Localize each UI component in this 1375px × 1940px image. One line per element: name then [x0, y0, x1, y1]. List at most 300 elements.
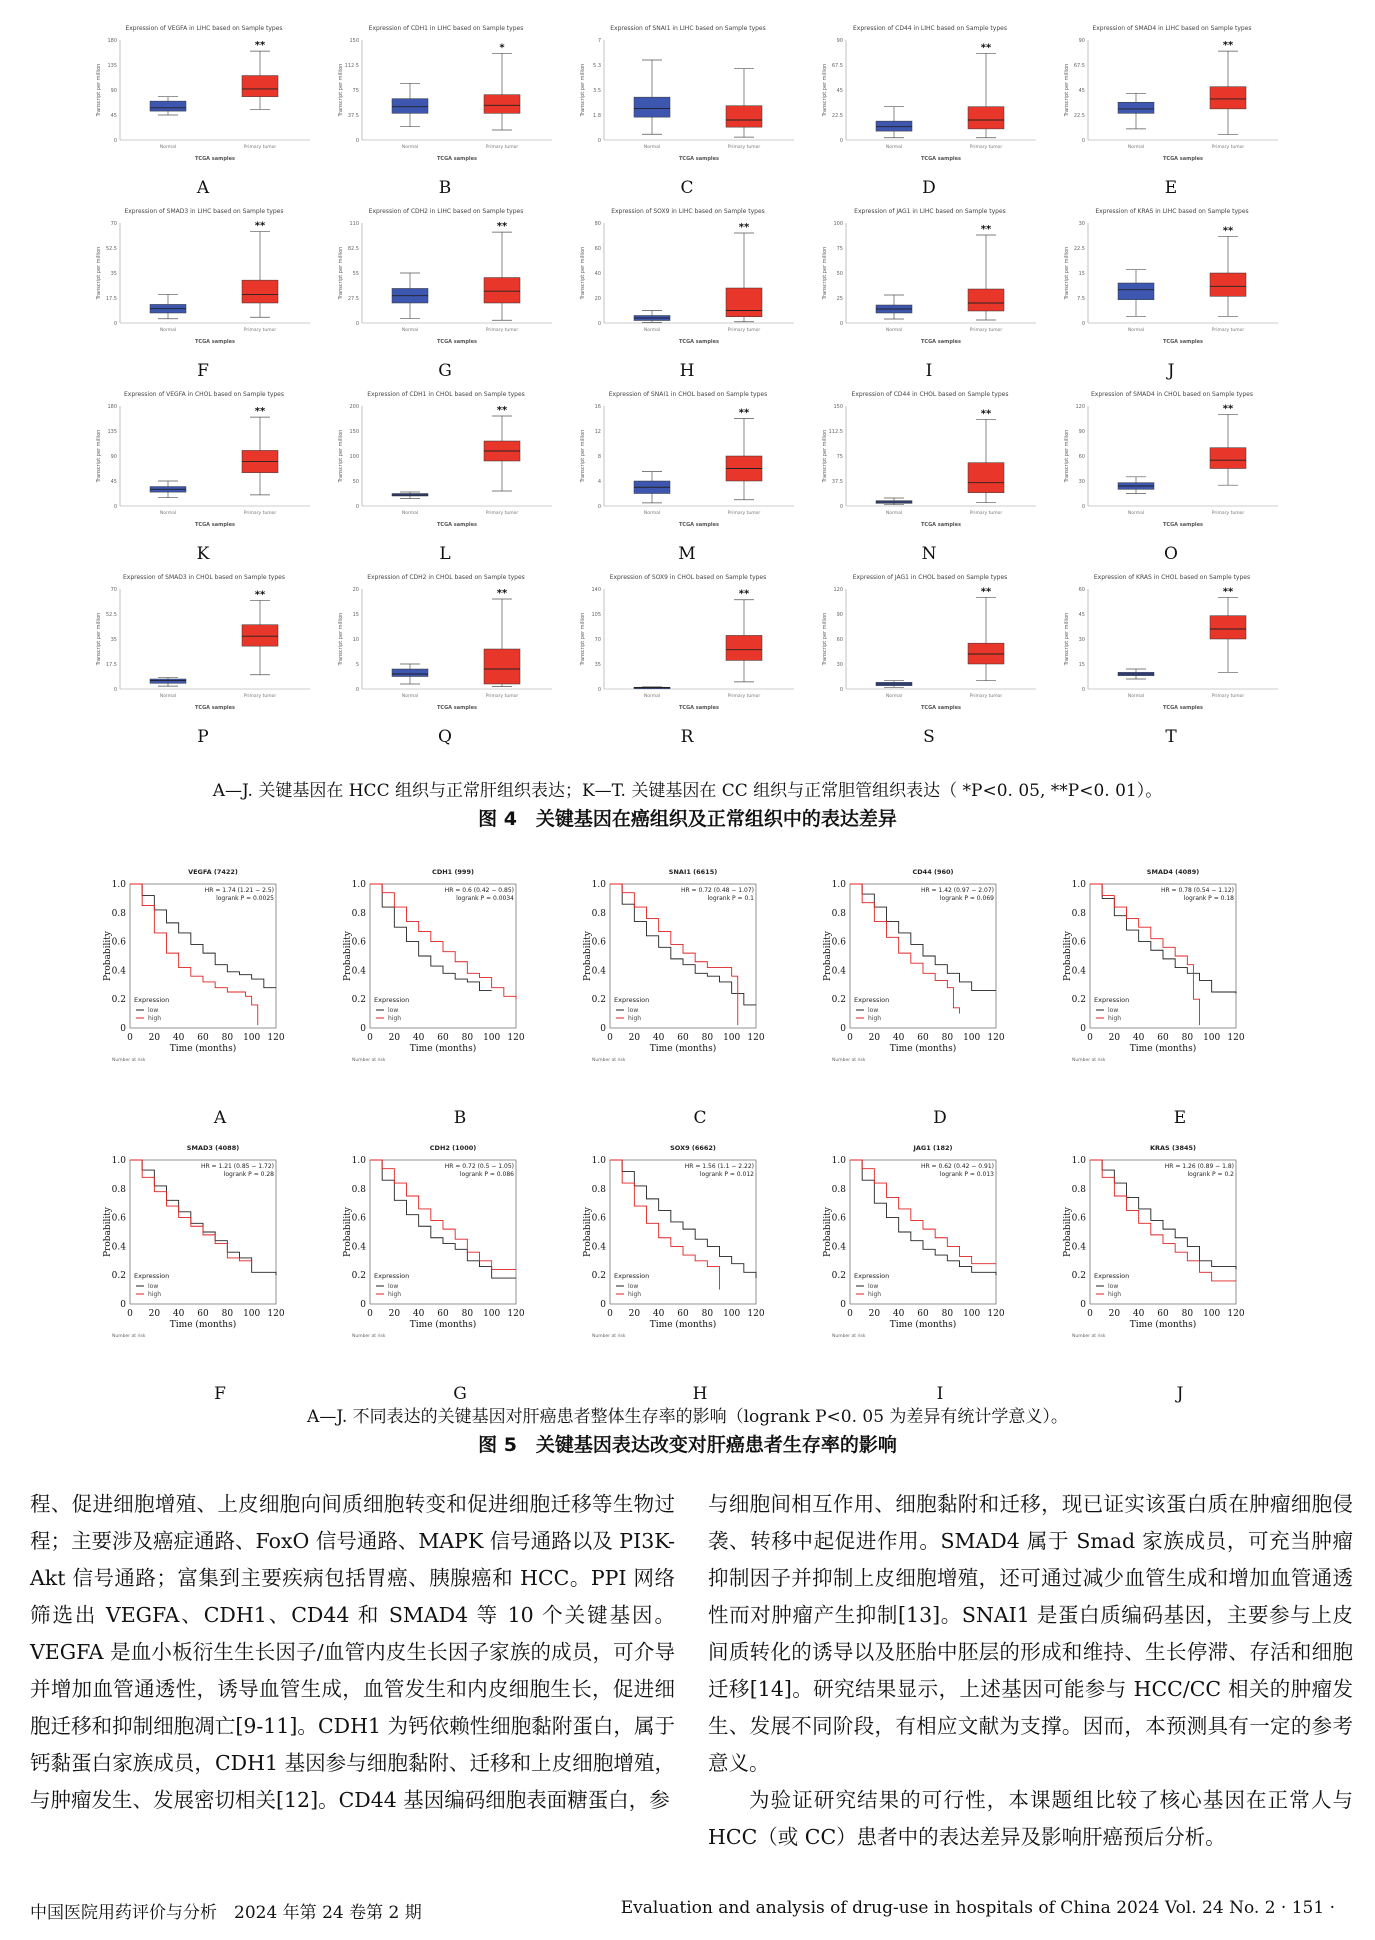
x-axis-label: TCGA samples	[436, 522, 478, 528]
y-axis-label: Transcript per million	[580, 429, 586, 483]
x-axis-label: TCGA samples	[920, 339, 962, 345]
body-paragraph-right-2: 为验证研究结果的可行性，本课题组比较了核心基因在正常人与 HCC（或 CC）患者中的表达差异及影响肝癌预后分析。	[708, 1788, 1353, 1849]
km-y-axis-label: Probability	[823, 1206, 833, 1258]
km-at-risk-label: Number at risk	[592, 1334, 626, 1339]
y-tick-label: 0	[597, 138, 601, 144]
km-y-tick: 0.8	[351, 1184, 366, 1195]
figure-4-caption: 图 4 关键基因在癌组织及正常组织中的表达差异	[478, 808, 897, 830]
km-y-tick: 0.4	[1071, 966, 1086, 977]
normal-label: Normal	[1127, 694, 1145, 699]
km-legend-low: low	[868, 1283, 879, 1290]
km-y-tick: 0.6	[111, 1213, 126, 1224]
tumor-label: Primary tumor	[1211, 511, 1245, 516]
y-tick-label: 7.5	[1077, 296, 1085, 302]
boxplot-title: Expression of SMAD4 in CHOL based on Sample types	[1091, 391, 1253, 398]
x-axis-label: TCGA samples	[1162, 156, 1204, 162]
boxplot-title: Expression of KRAS in CHOL based on Sample types	[1093, 574, 1251, 581]
km-x-tick: 40	[172, 1033, 185, 1043]
y-tick-label: 17.5	[105, 662, 117, 668]
km-hazard-ratio: HR = 0.62 (0.42 − 0.91)	[920, 1163, 994, 1170]
y-tick-label: 55	[352, 271, 359, 277]
panel-letter: S	[923, 727, 935, 747]
km-x-axis-label: Time (months)	[889, 1044, 957, 1054]
significance-mark: **	[496, 405, 508, 416]
km-x-tick: 100	[963, 1309, 981, 1319]
y-tick-label: 37.5	[347, 113, 359, 119]
x-axis-label: TCGA samples	[194, 339, 236, 345]
tumor-box	[1210, 87, 1246, 109]
km-legend-high: high	[628, 1015, 642, 1022]
panel-letter: I	[936, 1384, 944, 1404]
km-x-tick: 0	[607, 1033, 613, 1043]
x-axis-label: TCGA samples	[194, 522, 236, 528]
panel-letter: O	[1164, 544, 1178, 564]
y-tick-label: 90	[110, 88, 117, 94]
x-axis-label: TCGA samples	[194, 705, 236, 711]
normal-label: Normal	[159, 328, 177, 333]
boxplot-panel-a	[82, 18, 324, 201]
significance-mark: **	[254, 40, 266, 52]
boxplot-panel-b	[324, 18, 566, 201]
km-svg	[100, 1136, 336, 1384]
body-right-column	[708, 1486, 1353, 1856]
km-y-tick: 0.4	[111, 1242, 126, 1253]
km-legend-high: high	[868, 1291, 882, 1298]
km-y-axis-label: Probability	[343, 1206, 353, 1258]
km-x-tick: 60	[437, 1033, 449, 1043]
y-axis-label: Transcript per million	[580, 612, 586, 666]
boxplot-svg	[90, 18, 318, 176]
y-tick-label: 0	[1081, 138, 1085, 144]
km-panel-j	[1060, 1136, 1300, 1412]
km-y-tick: 0.8	[1071, 1184, 1086, 1195]
normal-box	[1118, 102, 1154, 113]
y-tick-label: 112.5	[344, 63, 359, 69]
km-x-tick: 60	[1157, 1033, 1169, 1043]
km-legend-title: Expression	[374, 1272, 410, 1280]
km-logrank-p: logrank P = 0.0025	[216, 895, 274, 902]
km-y-axis-label: Probability	[583, 930, 593, 982]
km-legend-title: Expression	[134, 996, 170, 1004]
km-y-tick: 0.2	[1071, 995, 1086, 1006]
boxplot-title: Expression of VEGFA in LIHC based on Sample types	[125, 25, 283, 32]
y-tick-label: 52.5	[105, 246, 117, 252]
panel-letter: F	[197, 361, 209, 381]
boxplot-title: Expression of CD44 in LIHC based on Sample types	[853, 25, 1007, 32]
x-axis-label: TCGA samples	[678, 705, 720, 711]
km-x-tick: 80	[461, 1033, 474, 1043]
tumor-label: Primary tumor	[243, 328, 277, 333]
panel-letter: N	[921, 544, 937, 564]
tumor-label: Primary tumor	[727, 328, 761, 333]
panel-letter: P	[197, 727, 209, 747]
boxplot-panel-q	[324, 567, 566, 750]
panel-letter: B	[438, 178, 452, 198]
km-y-tick: 0.8	[591, 908, 606, 919]
km-y-tick: 0.2	[831, 1271, 846, 1282]
km-at-risk-label: Number at risk	[832, 1334, 866, 1339]
boxplot-panel-p	[82, 567, 324, 750]
y-tick-label: 35	[594, 662, 601, 668]
km-at-risk-label: Number at risk	[1072, 1334, 1106, 1339]
boxplot-svg	[816, 567, 1044, 725]
km-x-tick: 40	[1132, 1309, 1145, 1319]
boxplot-title: Expression of SMAD4 in LIHC based on Sample types	[1092, 25, 1252, 32]
km-x-axis-label: Time (months)	[409, 1320, 477, 1330]
km-panel-b	[340, 860, 580, 1136]
km-y-tick: 1.0	[351, 1156, 366, 1166]
tumor-box	[484, 95, 520, 114]
y-tick-label: 45	[836, 88, 843, 94]
x-axis-label: TCGA samples	[436, 705, 478, 711]
km-at-risk-label: Number at risk	[832, 1058, 866, 1063]
km-x-tick: 60	[917, 1309, 929, 1319]
y-tick-label: 0	[113, 138, 117, 144]
km-x-tick: 60	[197, 1033, 209, 1043]
tumor-label: Primary tumor	[969, 694, 1003, 699]
y-tick-label: 0	[355, 321, 359, 327]
km-y-tick: 0.2	[831, 995, 846, 1006]
y-tick-label: 0	[355, 138, 359, 144]
footer-journal-en: Evaluation and analysis of drug-use in hospitals of China 2024 Vol. 24 No. 2 · 151 ·	[620, 1898, 1335, 1918]
km-x-axis-label: Time (months)	[889, 1320, 957, 1330]
km-y-axis-label: Probability	[823, 930, 833, 982]
y-tick-label: 50	[836, 271, 843, 277]
boxplot-panel-s	[808, 567, 1050, 750]
y-tick-label: 0	[597, 321, 601, 327]
km-y-tick: 0.8	[1071, 908, 1086, 919]
boxplot-title: Expression of SNAI1 in CHOL based on Sample types	[608, 391, 768, 398]
km-x-tick: 100	[1203, 1309, 1221, 1319]
x-axis-label: TCGA samples	[920, 705, 962, 711]
y-tick-label: 30	[836, 662, 843, 668]
normal-label: Normal	[643, 511, 661, 516]
y-axis-label: Transcript per million	[822, 612, 828, 666]
km-svg	[580, 1136, 816, 1384]
km-x-tick: 120	[267, 1033, 285, 1043]
panel-letter: G	[453, 1384, 467, 1404]
panel-letter: I	[925, 361, 933, 381]
boxplot-title: Expression of JAG1 in CHOL based on Sample types	[852, 574, 1008, 581]
normal-label: Normal	[885, 511, 903, 516]
km-y-tick: 0.2	[1071, 1271, 1086, 1282]
y-tick-label: 70	[594, 637, 601, 643]
km-legend-title: Expression	[854, 996, 890, 1004]
km-legend-high: high	[1108, 1015, 1122, 1022]
boxplot-svg	[90, 567, 318, 725]
figure-4	[82, 18, 1292, 750]
km-y-tick: 0.6	[591, 1213, 606, 1224]
significance-mark: **	[1222, 225, 1234, 237]
significance-mark: **	[738, 588, 750, 600]
km-legend-title: Expression	[134, 1272, 170, 1280]
km-x-tick: 80	[701, 1033, 714, 1043]
km-x-tick: 120	[267, 1309, 285, 1319]
y-axis-label: Transcript per million	[1064, 63, 1070, 117]
km-x-tick: 80	[1181, 1309, 1194, 1319]
normal-box	[876, 121, 912, 131]
km-x-tick: 40	[1132, 1033, 1145, 1043]
y-tick-label: 10	[352, 637, 359, 643]
km-gene-title: VEGFA (7422)	[188, 868, 238, 876]
x-axis-label: TCGA samples	[194, 156, 236, 162]
km-x-tick: 60	[677, 1309, 689, 1319]
km-at-risk-label: Number at risk	[112, 1058, 146, 1063]
normal-label: Normal	[401, 145, 419, 150]
x-axis-label: TCGA samples	[1162, 705, 1204, 711]
y-tick-label: 112.5	[828, 429, 843, 435]
boxplot-svg	[1058, 384, 1286, 542]
km-y-tick: 1.0	[831, 880, 846, 890]
km-x-tick: 40	[412, 1309, 425, 1319]
km-y-tick: 1.0	[111, 880, 126, 890]
normal-label: Normal	[1127, 145, 1145, 150]
x-axis-label: TCGA samples	[678, 156, 720, 162]
significance-mark: **	[738, 407, 750, 419]
km-x-tick: 100	[723, 1033, 741, 1043]
boxplot-svg	[332, 18, 560, 176]
km-x-axis-label: Time (months)	[649, 1320, 717, 1330]
km-x-tick: 120	[987, 1033, 1005, 1043]
km-gene-title: CDH2 (1000)	[429, 1144, 477, 1152]
km-y-tick: 0	[1080, 1300, 1086, 1310]
y-tick-label: 150	[349, 429, 359, 435]
km-y-tick: 0.6	[1071, 937, 1086, 948]
y-tick-label: 135	[107, 429, 117, 435]
significance-mark: **	[496, 221, 508, 233]
y-tick-label: 0	[355, 504, 359, 510]
boxplot-panel-f	[82, 201, 324, 384]
km-x-tick: 0	[1087, 1309, 1093, 1319]
boxplot-svg	[90, 384, 318, 542]
km-hazard-ratio: HR = 0.72 (0.5 − 1.05)	[444, 1163, 514, 1170]
y-tick-label: 0	[597, 687, 601, 693]
km-x-tick: 120	[507, 1309, 525, 1319]
km-legend-high: high	[388, 1291, 402, 1298]
boxplot-title: Expression of JAG1 in LIHC based on Sample types	[854, 208, 1006, 215]
y-tick-label: 0	[1081, 687, 1085, 693]
boxplot-grid	[82, 18, 1292, 750]
km-y-tick: 0.4	[351, 966, 366, 977]
y-axis-label: Transcript per million	[822, 63, 828, 117]
km-y-tick: 0.6	[831, 937, 846, 948]
y-tick-label: 67.5	[831, 63, 843, 69]
y-axis-label: Transcript per million	[338, 429, 344, 483]
km-panel-i	[820, 1136, 1060, 1412]
km-legend-high: high	[1108, 1291, 1122, 1298]
km-legend-high: high	[868, 1015, 882, 1022]
x-axis-label: TCGA samples	[920, 522, 962, 528]
km-x-tick: 60	[1157, 1309, 1169, 1319]
y-axis-label: Transcript per million	[96, 612, 102, 666]
panel-letter: G	[438, 361, 452, 381]
km-x-tick: 120	[1227, 1033, 1245, 1043]
km-y-tick: 1.0	[111, 1156, 126, 1166]
km-y-axis-label: Probability	[583, 1206, 593, 1258]
km-logrank-p: logrank P = 0.28	[223, 1171, 274, 1178]
km-x-tick: 0	[367, 1033, 373, 1043]
km-y-tick: 0	[600, 1300, 606, 1310]
km-x-tick: 40	[172, 1309, 185, 1319]
km-y-tick: 0	[360, 1300, 366, 1310]
km-y-tick: 0.2	[351, 995, 366, 1006]
y-tick-label: 5	[355, 662, 359, 668]
y-tick-label: 200	[349, 404, 359, 410]
km-at-risk-label: Number at risk	[352, 1334, 386, 1339]
y-tick-label: 3.5	[593, 88, 601, 94]
y-tick-label: 0	[839, 138, 843, 144]
km-x-tick: 100	[723, 1309, 741, 1319]
km-x-axis-label: Time (months)	[169, 1320, 237, 1330]
km-gene-title: SMAD4 (4089)	[1146, 868, 1200, 876]
km-logrank-p: logrank P = 0.2	[1187, 1171, 1234, 1178]
boxplot-svg	[816, 384, 1044, 542]
km-y-tick: 0.2	[591, 995, 606, 1006]
y-tick-label: 0	[839, 687, 843, 693]
significance-mark: **	[980, 224, 992, 235]
km-at-risk-label: Number at risk	[1072, 1058, 1106, 1063]
y-tick-label: 15	[1078, 662, 1085, 668]
boxplot-svg	[816, 18, 1044, 176]
km-gene-title: CDH1 (999)	[432, 868, 474, 876]
boxplot-panel-g	[324, 201, 566, 384]
y-axis-label: Transcript per million	[822, 429, 828, 483]
figure-5-note: A—J. 不同表达的关键基因对肝癌患者整体生存率的影响（logrank P<0. 05 为差异有统计学意义）。	[307, 1407, 1068, 1427]
y-axis-label: Transcript per million	[96, 246, 102, 300]
tumor-box	[726, 106, 762, 127]
y-tick-label: 5.3	[593, 63, 601, 69]
km-x-axis-label: Time (months)	[1129, 1044, 1197, 1054]
y-tick-label: 7	[597, 38, 601, 44]
km-legend-high: high	[388, 1015, 402, 1022]
km-x-tick: 120	[507, 1033, 525, 1043]
km-y-tick: 0.8	[351, 908, 366, 919]
km-x-tick: 20	[628, 1309, 641, 1319]
km-x-tick: 100	[963, 1033, 981, 1043]
km-y-tick: 0.6	[111, 937, 126, 948]
y-tick-label: 30	[1078, 221, 1085, 227]
boxplot-svg	[90, 201, 318, 359]
km-legend-title: Expression	[614, 1272, 650, 1280]
y-tick-label: 75	[836, 454, 843, 460]
significance-mark: **	[980, 408, 992, 420]
km-y-tick: 0.6	[351, 937, 366, 948]
boxplot-title: Expression of CDH2 in LIHC based on Sample types	[368, 208, 524, 215]
panel-letter: K	[196, 544, 210, 564]
normal-label: Normal	[401, 511, 419, 516]
y-tick-label: 60	[594, 246, 601, 252]
y-tick-label: 20	[594, 296, 601, 302]
tumor-label: Primary tumor	[1211, 328, 1245, 333]
boxplot-panel-d	[808, 18, 1050, 201]
boxplot-panel-e	[1050, 18, 1292, 201]
significance-mark: **	[254, 589, 266, 601]
normal-label: Normal	[643, 328, 661, 333]
km-legend-low: low	[388, 1007, 399, 1014]
km-x-tick: 40	[652, 1033, 665, 1043]
km-x-tick: 60	[437, 1309, 449, 1319]
y-axis-label: Transcript per million	[1064, 429, 1070, 483]
y-tick-label: 90	[1078, 38, 1085, 44]
km-y-tick: 1.0	[591, 1156, 606, 1166]
km-x-tick: 40	[652, 1309, 665, 1319]
panel-letter: E	[1173, 1108, 1187, 1128]
km-x-tick: 20	[1108, 1033, 1121, 1043]
y-tick-label: 27.5	[347, 296, 359, 302]
panel-letter: T	[1165, 727, 1177, 747]
body-paragraph-right-1: 与细胞间相互作用、细胞黏附和迁移，现已证实该蛋白质在肿瘤细胞侵袭、转移中起促进作用。SMAD4 属于 Smad 家族成员，可充当肿瘤抑制因子并抑制上皮细胞增殖，还可通过减少血管生成和增加血管通透性而对肿瘤产生抑制[13]。SNAI1 是蛋白质编码基因，主要参与上皮间质转化的诱导以及胚胎中胚层的形成和维持、生长停滞、存活和细胞迁移[14]。研究结果显示，上述基因可能参与 HCC/CC 相关的肿瘤发生、发展不同阶段，有相应文献为支撑。因而，本预测具有一定的参考意义。	[708, 1492, 1353, 1775]
tumor-label: Primary tumor	[485, 511, 519, 516]
km-panel-e	[1060, 860, 1300, 1136]
km-hazard-ratio: HR = 0.72 (0.48 − 1.07)	[680, 887, 754, 894]
km-x-tick: 60	[677, 1033, 689, 1043]
km-x-tick: 100	[243, 1033, 261, 1043]
y-tick-label: 22.5	[1073, 246, 1085, 252]
km-hazard-ratio: HR = 1.42 (0.97 − 2.07)	[920, 887, 994, 894]
normal-box	[392, 99, 428, 114]
normal-label: Normal	[1127, 328, 1145, 333]
y-tick-label: 150	[349, 38, 359, 44]
tumor-box	[484, 278, 520, 303]
km-y-tick: 0.2	[111, 995, 126, 1006]
km-svg	[340, 860, 576, 1108]
boxplot-svg	[574, 384, 802, 542]
km-x-axis-label: Time (months)	[649, 1044, 717, 1054]
y-tick-label: 90	[836, 38, 843, 44]
tumor-box	[242, 625, 278, 646]
km-logrank-p: logrank P = 0.012	[699, 1171, 754, 1178]
y-tick-label: 22.5	[1073, 113, 1085, 119]
x-axis-label: TCGA samples	[436, 339, 478, 345]
y-axis-label: Transcript per million	[338, 63, 344, 117]
tumor-box	[968, 289, 1004, 311]
km-legend-title: Expression	[1094, 1272, 1130, 1280]
km-svg	[340, 1136, 576, 1384]
normal-label: Normal	[885, 694, 903, 699]
boxplot-svg	[574, 567, 802, 725]
km-x-tick: 60	[197, 1309, 209, 1319]
y-tick-label: 82.5	[347, 246, 359, 252]
significance-mark: **	[1222, 403, 1234, 415]
tumor-box	[242, 76, 278, 97]
km-panel-d	[820, 860, 1060, 1136]
tumor-box	[968, 463, 1004, 493]
tumor-box	[1210, 273, 1246, 296]
km-legend-high: high	[628, 1291, 642, 1298]
boxplot-svg	[1058, 18, 1286, 176]
km-y-tick: 0	[120, 1024, 126, 1034]
boxplot-svg	[1058, 567, 1286, 725]
km-hazard-ratio: HR = 1.21 (0.85 − 1.72)	[200, 1163, 274, 1170]
km-x-tick: 0	[1087, 1033, 1093, 1043]
km-y-tick: 0.8	[831, 1184, 846, 1195]
km-x-tick: 60	[917, 1033, 929, 1043]
tumor-label: Primary tumor	[485, 328, 519, 333]
km-y-tick: 0.4	[111, 966, 126, 977]
km-x-tick: 0	[607, 1309, 613, 1319]
km-x-tick: 0	[127, 1309, 133, 1319]
km-x-tick: 0	[367, 1309, 373, 1319]
km-y-tick: 0	[1080, 1024, 1086, 1034]
km-gene-title: KRAS (3845)	[1149, 1144, 1197, 1152]
boxplot-svg	[816, 201, 1044, 359]
panel-letter: C	[680, 178, 694, 198]
normal-label: Normal	[159, 694, 177, 699]
km-svg	[580, 860, 816, 1108]
km-at-risk-label: Number at risk	[592, 1058, 626, 1063]
panel-letter: A	[196, 178, 210, 198]
km-svg	[1060, 860, 1296, 1108]
